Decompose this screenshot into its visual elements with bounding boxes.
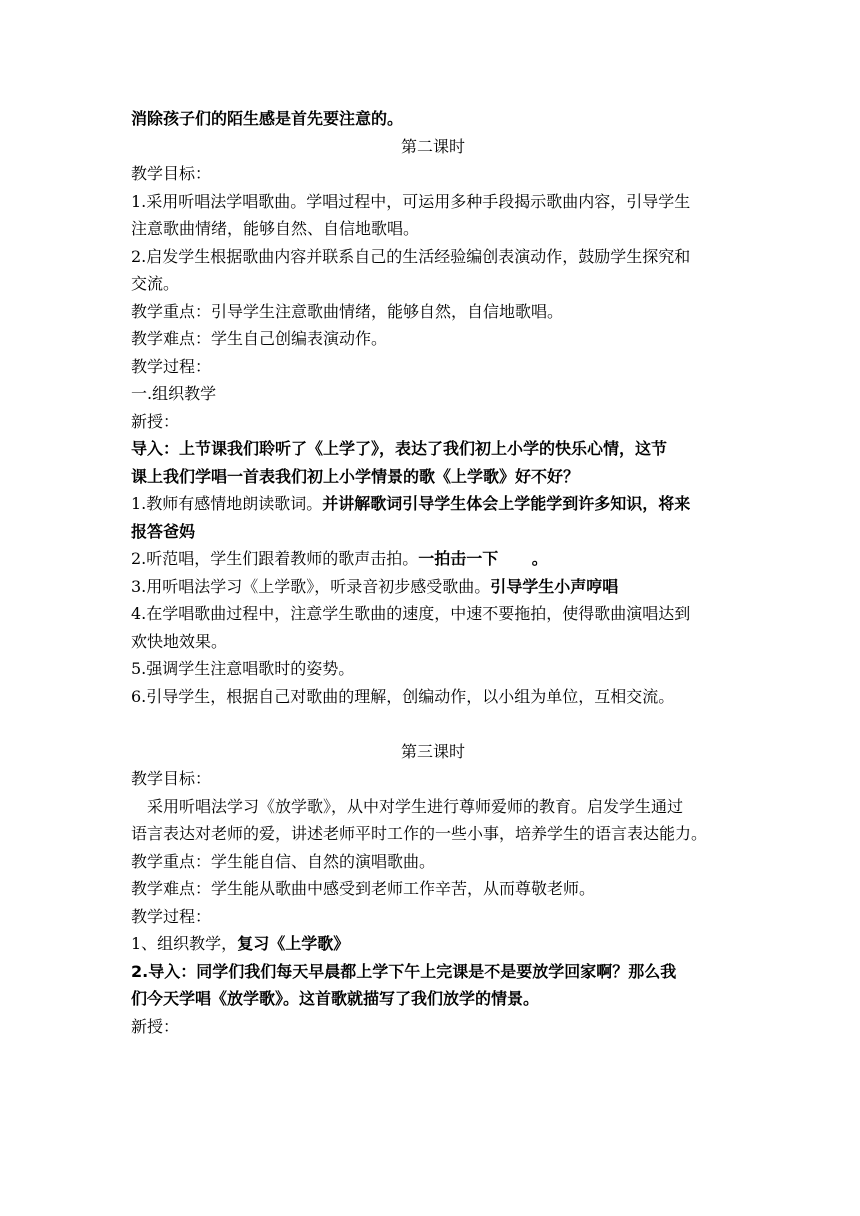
lesson2-step6: 6.引导学生，根据自己对歌曲的理解，创编动作，以小组为单位，互相交流。: [131, 686, 675, 706]
lesson2-step4-line2: 欢快地效果。: [131, 631, 228, 651]
lesson2-step1-bold: 并讲解歌词引导学生体会上学能学到许多知识，将来: [322, 494, 691, 513]
lesson3-step1: [131, 930, 735, 958]
lesson3-key-point: 教学重点：学生能自信、自然的演唱歌曲。: [131, 851, 436, 871]
lesson2-goal2-line1: 2.启发学生根据歌曲内容并联系自己的生活经验编创表演动作，鼓励学生探究和: [131, 246, 691, 266]
lesson2-step2-plain: 2.听范唱，学生们跟着教师的歌声击拍。: [131, 549, 419, 568]
lesson2-new-label: 新授：: [131, 411, 180, 431]
lesson2-step3: [131, 573, 735, 601]
lesson2-intro-line1: 导入：上节课我们聆听了《上学了》，表达了我们初上小学的快乐心情，这节: [131, 439, 668, 458]
lesson3-step1-plain: 1、组织教学，: [131, 934, 238, 953]
lesson3-goals-label: 教学目标：: [131, 769, 212, 788]
lesson2-step2: [131, 545, 735, 573]
lesson3-title: 第三课时: [400, 741, 465, 761]
lesson2-step-organize: 一.组织教学: [131, 384, 217, 403]
lesson3-step1-bold: 复习《上学歌》: [237, 934, 350, 953]
lesson3-goal-line2: 语言表达对老师的爱，讲述老师平时工作的一些小事，培养学生的语言表达能力。: [131, 824, 708, 843]
lesson2-step2-bold: 一拍击一下 。: [418, 549, 548, 568]
lesson2-title: 第二课时: [400, 136, 465, 156]
lesson2-step5: 5.强调学生注意唱歌时的姿势。: [131, 659, 355, 678]
lesson3-goal-line1: 采用听唱法学习《放学歌》，从中对学生进行尊师爱师的教育。启发学生通过: [147, 796, 684, 816]
lesson2-intro-line2: 课上我们学唱一首表我们初上小学情景的歌《上学歌》好不好？: [131, 466, 580, 486]
lesson3-intro-line1: 2.导入：同学们我们每天早晨都上学下午上完课是不是要放学回家啊？那么我: [131, 961, 677, 981]
lesson2-step1-plain: 1.教师有感情地朗读歌词。: [131, 494, 323, 513]
lesson2-key-point: 教学重点：引导学生注意歌曲情绪，能够自然，自信地歌唱。: [131, 301, 564, 321]
lesson2-difficulty: 教学难点：学生自己创编表演动作。: [131, 329, 388, 348]
lesson3-intro-line2: 们今天学唱《放学歌》。这首歌就描写了我们放学的情景。: [131, 989, 540, 1008]
lesson2-step1-line2: 报答爸妈: [131, 521, 196, 541]
lesson2-step3-plain: 3.用听唱法学习《上学歌》，听录音初步感受歌曲。: [131, 576, 491, 596]
lesson2-step1-line1: [131, 490, 735, 518]
intro-line: 消除孩子们的陌生感是首先要注意的。: [131, 109, 404, 128]
lesson2-goal1-line1: 1.采用听唱法学唱歌曲。学唱过程中，可运用多种手段揭示歌曲内容，引导学生: [131, 191, 691, 211]
lesson3-new-label: 新授：: [131, 1016, 180, 1036]
section-spacer: [131, 710, 735, 738]
lesson2-goals-label: 教学目标：: [131, 164, 212, 183]
lesson3-difficulty: 教学难点：学生能从歌曲中感受到老师工作辛苦，从而尊敬老师。: [131, 879, 596, 898]
lesson2-goal1-line2: 注意歌曲情绪，能够自然、自信地歌唱。: [131, 219, 420, 238]
lesson3-process-label: 教学过程：: [131, 906, 212, 926]
lesson2-goal2-line2: 交流。: [131, 274, 180, 293]
lesson2-process-label: 教学过程：: [131, 356, 212, 376]
document-page: [131, 105, 735, 1040]
lesson2-step3-bold: 引导学生小声哼唱: [490, 576, 619, 596]
lesson2-step4-line1: 4.在学唱歌曲过程中，注意学生歌曲的速度，中速不要拖拍，使得歌曲演唱达到: [131, 604, 691, 623]
